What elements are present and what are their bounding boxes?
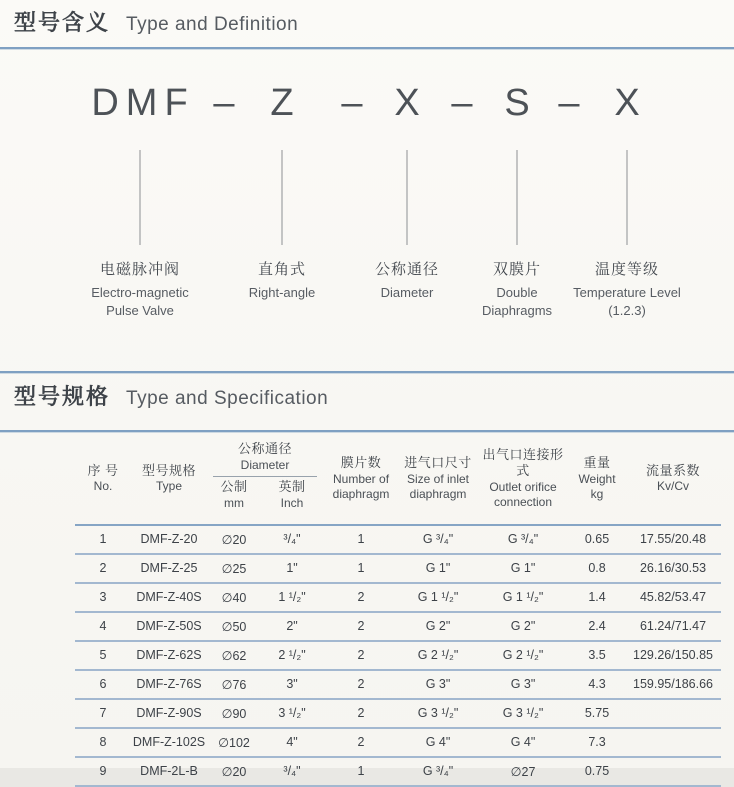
cell-outlet: G 2 ¹/₂" — [477, 641, 569, 670]
col-header-no: 序 号 No. — [75, 437, 131, 525]
code-dash: – — [341, 82, 363, 124]
cell-inch: ³/₄" — [261, 757, 323, 786]
cell-inlet: G ³/₄" — [399, 525, 477, 554]
cell-inlet: G 1 ¹/₂" — [399, 583, 477, 612]
cell-diaphragms: 2 — [323, 670, 399, 699]
cell-kvcv: 61.24/71.47 — [625, 612, 721, 641]
section1-title-en: Type and Definition — [126, 14, 299, 35]
spec-table — [75, 437, 721, 787]
cell-mm: ∅90 — [207, 699, 261, 728]
cell-weight: 5.75 — [569, 699, 625, 728]
cell-no: 9 — [75, 757, 131, 786]
cell-inlet: G 1" — [399, 554, 477, 583]
cell-inch: ³/₄" — [261, 525, 323, 554]
cell-mm: ∅76 — [207, 670, 261, 699]
cell-type: DMF-Z-90S — [131, 699, 207, 728]
cell-outlet: G 1" — [477, 554, 569, 583]
cell-no: 5 — [75, 641, 131, 670]
code-temperature: X — [614, 82, 640, 124]
cell-no: 6 — [75, 670, 131, 699]
cell-outlet: ∅27 — [477, 757, 569, 786]
branch-line — [517, 150, 518, 245]
cell-inch: 1 ¹/₂" — [261, 583, 323, 612]
cell-outlet: G 3" — [477, 670, 569, 699]
code-dash: – — [558, 82, 580, 124]
cell-inlet: G 3 ¹/₂" — [399, 699, 477, 728]
col-header-mm: 公制 mm — [207, 477, 261, 525]
cell-inlet: G 4" — [399, 728, 477, 757]
cell-type: DMF-Z-102S — [131, 728, 207, 757]
cell-weight: 7.3 — [569, 728, 625, 757]
branch-label-right-angle: 直角式 Right-angle — [248, 261, 316, 300]
table-row — [75, 612, 721, 641]
table-row — [75, 583, 721, 612]
cell-inlet: G 2 ¹/₂" — [399, 641, 477, 670]
cell-mm: ∅50 — [207, 612, 261, 641]
cell-weight: 3.5 — [569, 641, 625, 670]
section2-header — [14, 380, 328, 411]
cell-kvcv: 26.16/30.53 — [625, 554, 721, 583]
cell-inch: 2 ¹/₂" — [261, 641, 323, 670]
table-row — [75, 641, 721, 670]
cell-outlet: G 4" — [477, 728, 569, 757]
cell-no: 7 — [75, 699, 131, 728]
cell-weight: 0.65 — [569, 525, 625, 554]
cell-inch: 3" — [261, 670, 323, 699]
col-header-inlet: 进气口尺寸 Size of inlet diaphragm — [399, 437, 477, 525]
code-dash: – — [213, 82, 235, 124]
cell-no: 2 — [75, 554, 131, 583]
branch-line — [407, 150, 408, 245]
cell-kvcv: 159.95/186.66 — [625, 670, 721, 699]
col-header-weight: 重量 Weight kg — [569, 437, 625, 525]
cell-kvcv — [625, 757, 721, 786]
cell-outlet: G 1 ¹/₂" — [477, 583, 569, 612]
section2-title-en: Type and Specification — [126, 388, 329, 409]
cell-mm: ∅25 — [207, 554, 261, 583]
cell-kvcv: 45.82/53.47 — [625, 583, 721, 612]
section2-title-zh: 型号规格 — [14, 384, 111, 409]
table-row — [75, 670, 721, 699]
cell-weight: 0.75 — [569, 757, 625, 786]
cell-diaphragms: 2 — [323, 583, 399, 612]
col-header-diaphragms: 膜片数 Number of diaphragm — [323, 437, 399, 525]
cell-weight: 1.4 — [569, 583, 625, 612]
table-row — [75, 757, 721, 786]
cell-outlet: G 2" — [477, 612, 569, 641]
branch-label-double-diaphragms: 双膜片 Double Diaphragms — [481, 261, 553, 318]
cell-inlet: G ³/₄" — [399, 757, 477, 786]
col-header-outlet: 出气口连接形式 Outlet orifice connection — [477, 437, 569, 525]
branch-line — [282, 150, 283, 245]
cell-mm: ∅20 — [207, 757, 261, 786]
cell-diaphragms: 2 — [323, 612, 399, 641]
cell-kvcv — [625, 699, 721, 728]
cell-inlet: G 3" — [399, 670, 477, 699]
cell-type: DMF-Z-25 — [131, 554, 207, 583]
cell-type: DMF-Z-40S — [131, 583, 207, 612]
cell-weight: 0.8 — [569, 554, 625, 583]
code-series: DMF — [91, 82, 195, 124]
cell-inch: 4" — [261, 728, 323, 757]
cell-inch: 3 ¹/₂" — [261, 699, 323, 728]
spec-table-head — [75, 437, 721, 525]
cell-kvcv: 129.26/150.85 — [625, 641, 721, 670]
cell-diaphragms: 1 — [323, 525, 399, 554]
table-row — [75, 699, 721, 728]
cell-type: DMF-2L-B — [131, 757, 207, 786]
cell-mm: ∅20 — [207, 525, 261, 554]
cell-kvcv — [625, 728, 721, 757]
section2-rule — [0, 430, 734, 432]
col-header-inch: 英制 Inch — [261, 477, 323, 525]
cell-diaphragms: 2 — [323, 728, 399, 757]
table-row — [75, 525, 721, 554]
branch-line — [627, 150, 628, 245]
cell-no: 8 — [75, 728, 131, 757]
cell-diaphragms: 1 — [323, 757, 399, 786]
code-diameter: X — [394, 82, 420, 124]
col-header-kvcv: 流量系数 Kv/Cv — [625, 437, 721, 525]
cell-type: DMF-Z-50S — [131, 612, 207, 641]
cell-mm: ∅40 — [207, 583, 261, 612]
cell-weight: 2.4 — [569, 612, 625, 641]
code-diaphragm: S — [504, 82, 530, 124]
branch-label-diameter: 公称通径 Diameter — [374, 261, 439, 300]
cell-type: DMF-Z-76S — [131, 670, 207, 699]
code-dash: – — [451, 82, 473, 124]
cell-diaphragms: 2 — [323, 641, 399, 670]
col-header-diameter: 公称通径 Diameter — [207, 437, 323, 477]
branch-label-pulse-valve: 电磁脉冲阀 Electro-magnetic Pulse Valve — [91, 261, 189, 318]
section1-rule — [0, 47, 734, 49]
cell-inch: 2" — [261, 612, 323, 641]
table-row — [75, 554, 721, 583]
cell-diaphragms: 2 — [323, 699, 399, 728]
branch-line — [140, 150, 141, 245]
code-angle-type: Z — [270, 82, 294, 124]
col-header-type: 型号规格 Type — [131, 437, 207, 525]
cell-no: 3 — [75, 583, 131, 612]
cell-kvcv: 17.55/20.48 — [625, 525, 721, 554]
cell-no: 1 — [75, 525, 131, 554]
cell-type: DMF-Z-62S — [131, 641, 207, 670]
cell-diaphragms: 1 — [323, 554, 399, 583]
section1-header — [14, 6, 298, 37]
section1-title-zh: 型号含义 — [14, 10, 111, 35]
branch-label-temperature-level: 温度等级 Temperature Level (1.2.3) — [573, 261, 681, 318]
cell-outlet: G 3 ¹/₂" — [477, 699, 569, 728]
cell-no: 4 — [75, 612, 131, 641]
cell-outlet: G ³/₄" — [477, 525, 569, 554]
cell-inch: 1" — [261, 554, 323, 583]
cell-inlet: G 2" — [399, 612, 477, 641]
section-divider-rule — [0, 371, 734, 373]
cell-weight: 4.3 — [569, 670, 625, 699]
cell-type: DMF-Z-20 — [131, 525, 207, 554]
cell-mm: ∅102 — [207, 728, 261, 757]
table-row — [75, 728, 721, 757]
spec-table-body — [75, 525, 721, 786]
cell-mm: ∅62 — [207, 641, 261, 670]
